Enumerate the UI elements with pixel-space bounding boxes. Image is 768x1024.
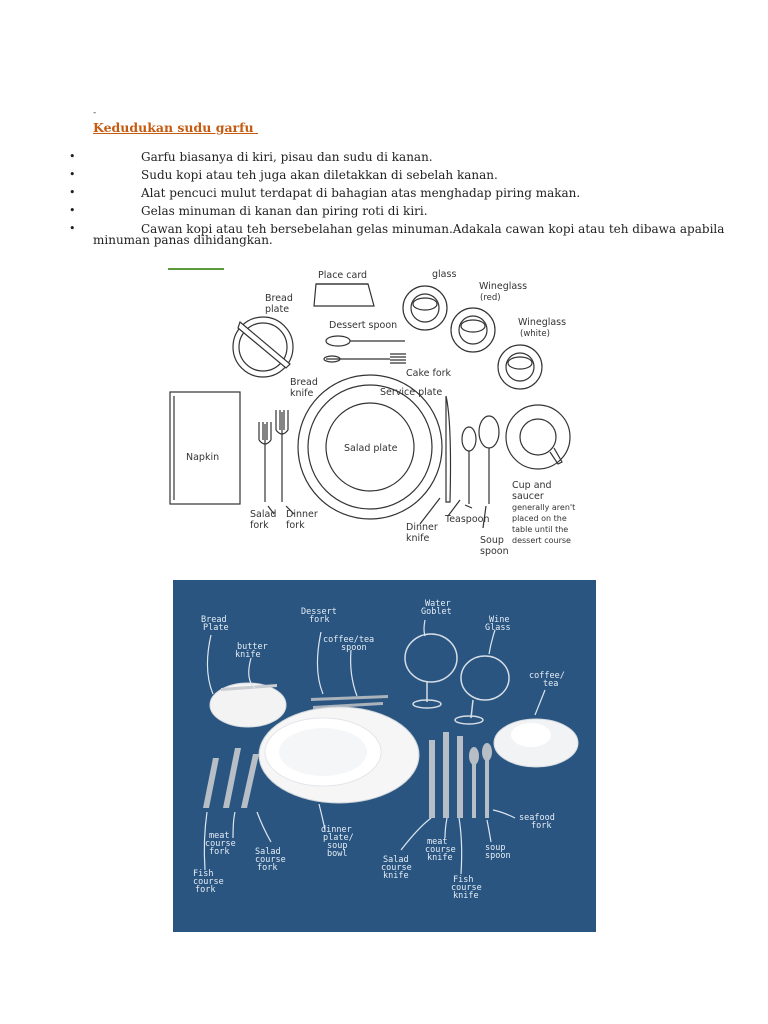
diagram-label-dinner-fork: Dinner	[286, 509, 318, 520]
diagram-label-bread-knife: Bread	[290, 377, 318, 388]
bullet-item	[0, 148, 768, 166]
stray-mark: -	[93, 108, 97, 118]
diagram-label-bread-plate: plate	[265, 304, 290, 315]
table-setting-diagram	[160, 262, 585, 562]
photo-label-seafood-fork: seafood	[519, 813, 555, 823]
diagram-label-dinner-knife: knife	[406, 533, 430, 544]
diagram-label-wineglass-white: Wineglass	[518, 317, 567, 328]
diagram-label-bread-plate: Bread	[265, 293, 293, 304]
photo-label-bread-plate: Plate	[203, 623, 229, 633]
diagram-label-dessert-spoon: Dessert spoon	[329, 320, 398, 331]
bullet-item	[0, 184, 768, 202]
photo-label-fish-fork: course	[193, 877, 224, 887]
photo-label-fish-fork: Fish	[193, 869, 214, 879]
photo-label-fish-fork: fork	[195, 885, 216, 895]
diagram-label-soup-spoon: spoon	[480, 546, 509, 557]
photo-label-dinner-plate: bowl	[327, 849, 348, 859]
photo-label-meat-fork: course	[205, 839, 236, 849]
diagram-label-salad-plate: Salad plate	[344, 443, 398, 454]
photo-label-dessert-fork: fork	[309, 615, 330, 625]
photo-label-dessert-fork: Dessert	[301, 607, 337, 617]
diagram-label-teaspoon: Teaspoon	[445, 514, 490, 525]
bullet-list	[0, 148, 768, 238]
photo-label-coffee-tea: coffee/	[529, 671, 565, 681]
photo-label-soup-spoon: spoon	[485, 851, 511, 861]
photo-label-salad-knife: Salad	[383, 855, 409, 865]
section-heading: Kedudukan sudu garfu	[93, 120, 258, 135]
diagram-label-dinner-knife: Dinner	[406, 522, 438, 533]
diagram-label-cake-fork: Cake fork	[406, 368, 452, 379]
diagram-label-service-plate: Service plate	[380, 387, 443, 398]
photo-label-meat-fork: fork	[209, 847, 230, 857]
photo-label-fish-knife: course	[451, 883, 482, 893]
diagram-label-wineglass-red: (red)	[480, 293, 501, 303]
diagram-label-wineglass-red: Wineglass	[479, 281, 528, 292]
diagram-label-cup-note: generally aren't	[512, 503, 576, 512]
bullet-symbol: •	[69, 150, 76, 163]
cake-fork-shape	[324, 354, 406, 363]
photo-label-bread-plate: Bread	[201, 615, 227, 625]
salad-fork-shape	[259, 422, 271, 502]
photo-label-fish-knife: Fish	[453, 875, 474, 885]
photo-label-coffee-tea: tea	[543, 679, 559, 689]
dinner-knife-shape	[446, 396, 451, 502]
diagram-label-glass: glass	[432, 269, 457, 280]
diagram-label-soup-spoon: Soup	[480, 535, 504, 546]
diagram-label-salad-fork: fork	[250, 520, 269, 531]
diagram-label-cup-saucer: Cup and	[512, 480, 552, 491]
bread-plate-shape	[233, 317, 293, 377]
dessert-spoon-shape	[326, 336, 405, 346]
bullet-item	[0, 202, 768, 220]
bullet-text: Gelas minuman di kanan dan piring roti di kiri.	[141, 204, 428, 218]
dinner-fork-shape	[276, 410, 288, 502]
bullet-item	[0, 166, 768, 184]
photo-label-coffee-spoon: spoon	[341, 643, 367, 653]
diagram-label-cup-note: dessert course	[512, 536, 571, 545]
red-wineglass-shape	[451, 308, 495, 352]
diagram-label-cup-note: table until the	[512, 525, 569, 534]
photo-label-salad-knife: course	[381, 863, 412, 873]
photo-label-butter-knife: butter	[237, 642, 268, 652]
photo-label-salad-knife: knife	[383, 871, 409, 881]
photo-label-meat-knife: meat	[427, 837, 448, 847]
diagram-label-wineglass-white: (white)	[520, 329, 550, 339]
photo-label-wine-glass: Wine	[489, 615, 510, 625]
teaspoon-shape	[462, 427, 476, 504]
photo-label-salad-fork: course	[255, 855, 286, 865]
photo-label-wine-glass: Glass	[485, 623, 511, 633]
napkin-shape	[170, 392, 240, 504]
diagram-label-bread-knife: knife	[290, 388, 314, 399]
place-card-shape	[314, 284, 374, 306]
photo-label-meat-knife: knife	[427, 853, 453, 863]
soup-spoon-shape	[479, 416, 499, 504]
photo-label-meat-knife: course	[425, 845, 456, 855]
diagram-label-dinner-fork: fork	[286, 520, 305, 531]
bullet-text: Sudu kopi atau teh juga akan diletakkan di sebelah kanan.	[141, 168, 498, 182]
photo-label-salad-fork: fork	[257, 863, 278, 873]
white-wineglass-shape	[498, 345, 542, 389]
glass-shape	[403, 286, 447, 330]
table-setting-photo	[173, 580, 596, 932]
diagram-label-cup-note: placed on the	[512, 514, 567, 523]
photo-label-soup-spoon: soup	[485, 843, 506, 853]
diagram-label-place-card: Place card	[318, 270, 368, 281]
bullet-continuation: minuman panas dihidangkan.	[93, 233, 273, 247]
bullet-symbol: •	[69, 186, 76, 199]
photo-label-salad-fork: Salad	[255, 847, 281, 857]
bullet-symbol: •	[69, 168, 76, 181]
photo-label-seafood-fork: fork	[531, 821, 552, 831]
photo-label-butter-knife: knife	[235, 650, 261, 660]
diagram-label-salad-fork: Salad	[250, 509, 277, 520]
bullet-symbol: •	[69, 204, 76, 217]
photo-label-water-goblet: Goblet	[421, 607, 452, 617]
bullet-symbol: •	[69, 222, 76, 235]
bullet-text: Cawan kopi atau teh bersebelahan gelas minuman.Adakala cawan kopi atau teh dibawa apabila	[141, 222, 725, 236]
bullet-text: Garfu biasanya di kiri, pisau dan sudu di kanan.	[141, 150, 433, 164]
bullet-text: Alat pencuci mulut terdapat di bahagian atas menghadap piring makan.	[141, 186, 581, 200]
photo-label-coffee-spoon: coffee/tea	[323, 635, 375, 645]
diagram-label-napkin: Napkin	[186, 452, 220, 463]
cup-saucer-shape	[506, 405, 570, 469]
photo-label-dinner-plate: plate/	[323, 833, 354, 843]
diagram-label-cup-saucer: saucer	[512, 491, 544, 502]
photo-label-water-goblet: Water	[425, 599, 451, 609]
photo-label-meat-fork: meat	[209, 831, 230, 841]
photo-label-fish-knife: knife	[453, 891, 479, 901]
photo-label-dinner-plate: soup	[327, 841, 348, 851]
photo-label-dinner-plate: dinner	[321, 825, 352, 835]
